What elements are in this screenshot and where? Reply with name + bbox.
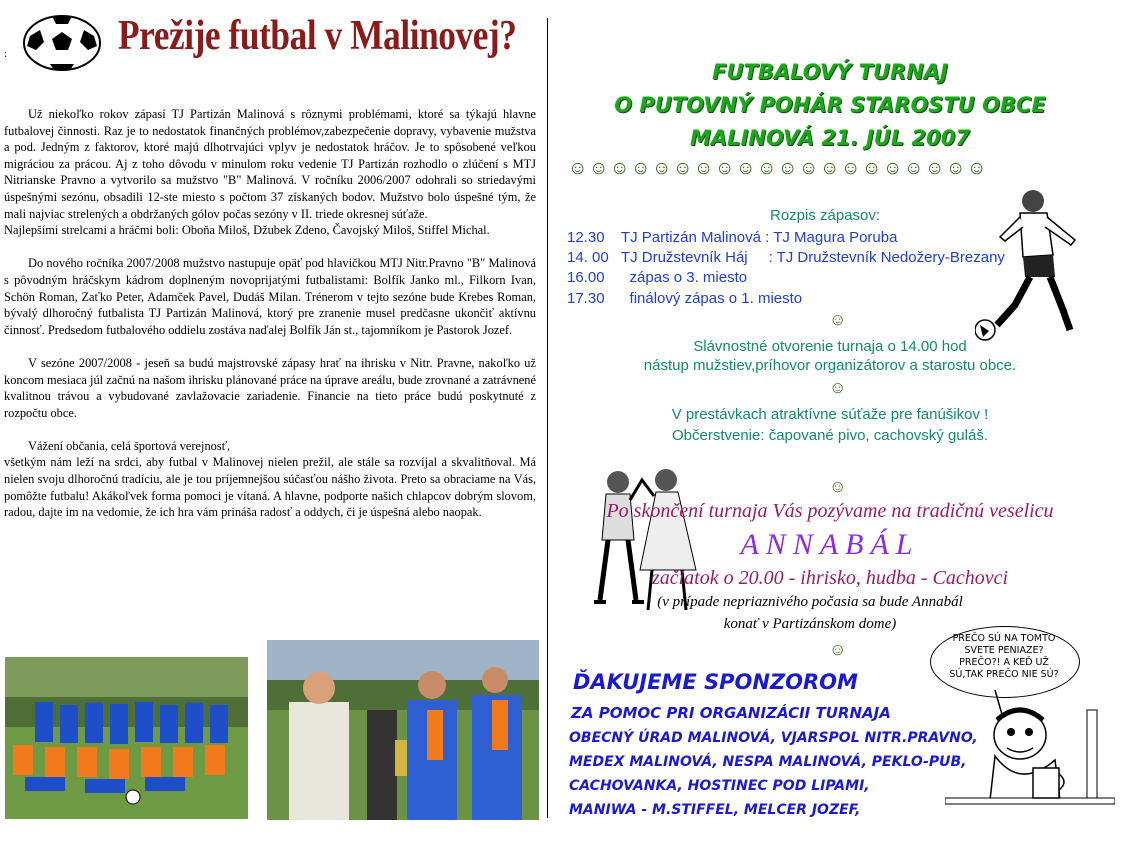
column-divider	[547, 18, 548, 818]
article-paragraph: Už niekoľko rokov zápasí TJ Partizán Malinová s rôznymi problémami, ktoré sa týkajú hlavne futbalovej činnosti. Raz je to nedostatok finančných problémov,zabezpečenie dopravy, vybavenie mužstva a pod. Jedným z faktorov, ktoré majú dlhotrvajúci vplyv je nedostatok hráčov. Je to spôsobené veľkou migráciou za prácou. Aj z toho dôvodu v minulom roku vedenie TJ Partizán rozhodlo o zlúčení s MTJ Nitrianske Pravno a vytvorilo sa mužstvo "B" Malinová. V ročníku 2006/2007 odohrali so striedavými úspešnými sezónu, obsadili 12-ste miesto s počtom 37 získaných bodov. Mužstvo bolo úspešné tým, že mali najviac strelených a obdržaných gólov počas sezóny v II. triede okresnej súťaže.	[4, 107, 536, 221]
article-title: Prežije futbal v Malinovej?	[118, 13, 517, 59]
football-icon	[22, 14, 102, 72]
opening-line: Slávnostné otvorenie turnaja o 14.00 hod	[693, 338, 967, 355]
article-body	[4, 106, 536, 521]
sponsor-line: MEDEX MALINOVÁ, NESPA MALINOVÁ, PEKLO-PUB,	[569, 754, 967, 770]
annabal-title: ANNABÁL	[740, 528, 920, 561]
smiley-icon: ☺	[829, 378, 847, 397]
stray-colon: :	[4, 48, 8, 60]
smiley-icon: ☺	[829, 477, 847, 496]
schedule-row: 16.00 zápas o 3. miesto	[567, 269, 748, 286]
team-photo	[5, 657, 248, 819]
trophy-photo	[267, 640, 539, 820]
smiley-icon: ☺	[829, 310, 847, 329]
article-paragraph: všetkým nám leží na srdci, aby futbal v Malinovej nielen prežil, ale stále sa rozvíjal a skvalitňoval. Má nielen svoju dlhoročnú tradíciu, ale je tou príjemnejšou súčasťou nášho života. Preto sa obraciame na Vás, pomôžte futbalu! Akákoľvek forma pomoci je vítaná. A hlavne, podporte našich chlapcov dobrým slovom, radou, dajte im na vedomie, že ich hra vám prináša radosť a oddych, či je úspešná alebo naopak.	[4, 455, 536, 520]
article-paragraph: Vážení občania, celá športová verejnosť,	[28, 438, 231, 453]
cartoon-drinker	[945, 690, 1115, 825]
break-line: Občerstvenie: čapované pivo, cachovský guláš.	[671, 427, 988, 444]
sponsors-title: ĎAKUJEME SPONZOROM	[573, 670, 858, 694]
sponsor-line: ZA POMOC PRI ORGANIZÁCII TURNAJA	[571, 704, 891, 722]
rain-note: (v prípade nepriaznivého počasia sa bude Annabál	[657, 594, 963, 610]
article-paragraph: Najlepšími strelcami a hráčmi boli: Oboňa Miloš, Džubek Zdeno, Čavojský Miloš, Stiffel Michal.	[4, 223, 490, 238]
start-text: začiatok o 20.00 - ihrisko, hudba - Cachovci	[651, 567, 1009, 589]
schedule-row: 14. 00 TJ Družstevník Háj : TJ Družstevník Nedožery-Brezany	[567, 249, 1005, 266]
tournament-header-line: MALINOVÁ 21. JÚL 2007	[690, 126, 970, 150]
schedule-row: 17.30 finálový zápas o 1. miesto	[567, 290, 803, 307]
rain-note: konať v Partizánskom dome)	[723, 616, 897, 632]
speech-bubble-text: PREČO SÚ NA TOMTO SVETE PENIAZE? PREČO?! A KEĎ UŽ SÚ,TAK PREČO NIE SÚ?	[949, 633, 1059, 680]
article-paragraph: V sezóne 2007/2008 - jeseň sa budú majstrovské zápasy hrať na ihrisku v Nitr. Pravne, nakoľko už koncom mesiaca júl začnú na našom ihrisku plánované práce na úprave areálu, bude zrovnané a zatrávnené kvalitnou trávou a vybudované zavlažovacie zariadenie. Financie na tieto práce budú poskytnuté z rozpočtu obce.	[4, 355, 536, 420]
opening-line: nástup mužstiev,príhovor organizátorov a starostu obce.	[643, 357, 1017, 374]
sponsor-line: MANIWA - M.STIFFEL, MELCER JOZEF,	[569, 802, 861, 818]
tournament-header-line: O PUTOVNÝ POHÁR STAROSTU OBCE	[614, 93, 1046, 117]
smiley-row: ☺☺☺☺☺☺☺☺☺☺☺☺☺☺☺☺☺☺☺☺	[568, 158, 988, 179]
break-line: V prestávkach atraktívne súťaže pre fanúšikov !	[671, 406, 989, 423]
sponsor-line: OBECNÝ ÚRAD MALINOVÁ, VJARSPOL NITR.PRAVNO,	[569, 730, 978, 746]
schedule-row: 12.30 TJ Partizán Malinová : TJ Magura Poruba	[567, 229, 898, 246]
schedule-title: Rozpis zápasov:	[770, 207, 881, 224]
invite-text: Po skončení turnaja Vás pozývame na tradičnú veselicu	[606, 500, 1054, 522]
smiley-icon: ☺	[829, 640, 847, 659]
article-paragraph: Do nového ročníka 2007/2008 mužstvo nastupuje opäť pod hlavičkou MTJ Nitr.Pravno "B" Malinová s pôvodným hráčskym kádrom doplneným novoprijatými futbalistami: Bolfík Janko ml., Filkorn Ivan, Schön Roman, Zaťko Peter, Adamček Pavel, Dudáš Milan. Trénerom v tejto sezóne bude Krebes Roman, bývalý dlhoročný futbalista TJ Partizán Malinová, ktorý pre zranenie musel predčasne ukončiť aktívnu činnosť. Predsedom futbalového oddielu zostáva naďalej Bolfík Ján st., tajomníkom je Pastorok Jozef.	[4, 256, 536, 337]
sponsor-line: CACHOVANKA, HOSTINEC POD LIPAMI,	[569, 778, 870, 794]
tournament-header-line: FUTBALOVÝ TURNAJ	[712, 60, 948, 84]
